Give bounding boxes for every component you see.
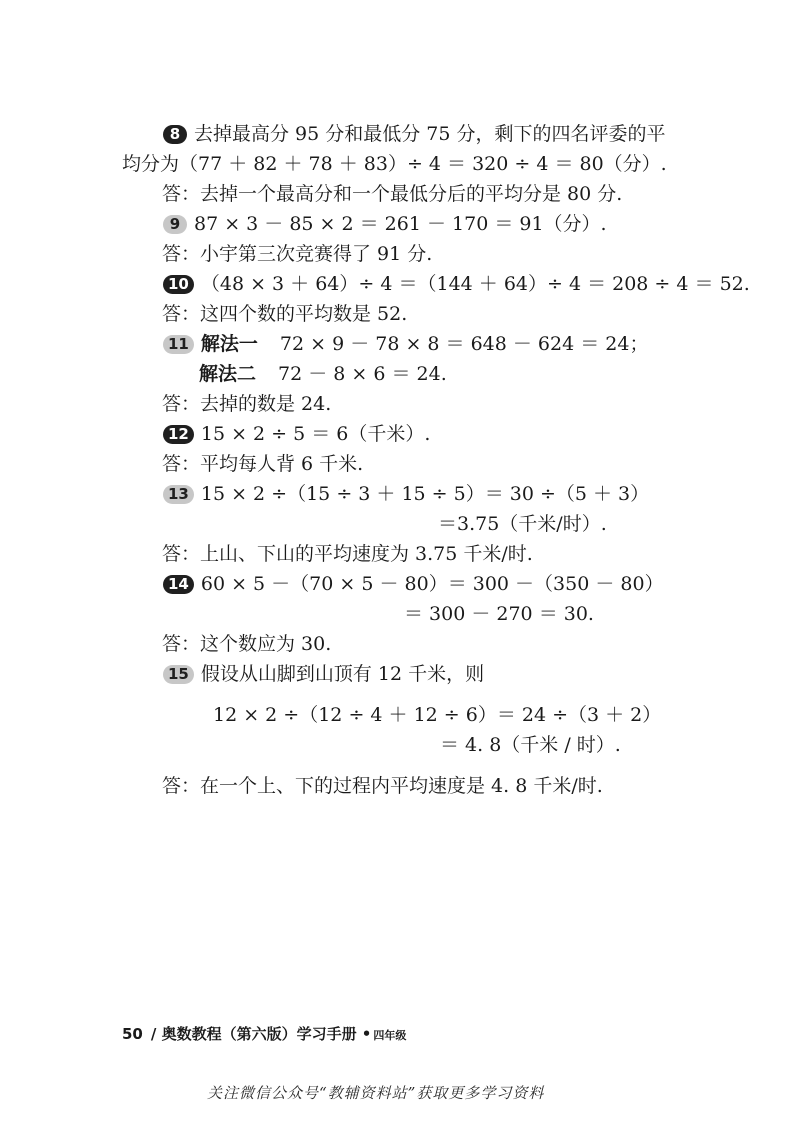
problem-15-line1 xyxy=(163,662,484,686)
problem-11-method1 xyxy=(163,332,648,356)
method-label: 解法一 xyxy=(200,333,258,355)
watermark-note: 关注微信公众号“教辅资料站”获取更多学习资料 xyxy=(207,1084,545,1102)
problem-text: 72 － 8 × 6 ＝ 24. xyxy=(278,363,447,385)
answer-text: 答：这四个数的平均数是 52. xyxy=(162,303,408,325)
problem-12-answer xyxy=(162,452,363,476)
answer-text: 答：去掉的数是 24. xyxy=(162,393,332,415)
book-title: / 奥数教程（第六版）学习手册 • xyxy=(150,1025,372,1043)
problem-text: 15 × 2 ÷（15 ÷ 3 ＋ 15 ÷ 5）＝ 30 ÷（5 ＋ 3） xyxy=(200,483,650,505)
problem-text: 均分为（77 ＋ 82 ＋ 78 ＋ 83）÷ 4 ＝ 320 ÷ 4 ＝ 80（分）. xyxy=(122,153,667,175)
problem-text: 假设从山脚到山顶有 12 千米，则 xyxy=(200,663,485,685)
problem-number-badge: 14 xyxy=(163,575,194,594)
problem-9-line1 xyxy=(163,212,607,236)
problem-8-answer xyxy=(162,182,622,206)
answer-text: 答：小宇第三次竞赛得了 91 分. xyxy=(162,243,433,265)
problem-number-badge: 10 xyxy=(163,275,194,294)
answer-text: 答：去掉一个最高分和一个最低分后的平均分是 80 分. xyxy=(162,183,623,205)
problem-number-badge: 15 xyxy=(163,665,194,684)
method-label: 解法二 xyxy=(199,363,257,385)
problem-15-line2 xyxy=(213,703,661,727)
problem-number-badge: 9 xyxy=(163,215,187,234)
problem-10-answer xyxy=(162,302,407,326)
problem-12-line1 xyxy=(163,422,430,446)
problem-13-line2 xyxy=(438,512,607,536)
problem-11-answer xyxy=(162,392,331,416)
problem-text: 87 × 3 － 85 × 2 ＝ 261 － 170 ＝ 91（分）. xyxy=(194,213,607,235)
problem-text: （48 × 3 ＋ 64）÷ 4 ＝（144 ＋ 64）÷ 4 ＝ 208 ÷ 4 ＝ 52. xyxy=(200,273,750,295)
problem-15-line3 xyxy=(440,733,621,757)
problem-14-line2 xyxy=(404,602,594,626)
problem-text: ＝ 300 － 270 ＝ 30. xyxy=(404,603,594,625)
problem-text: 72 × 9 － 78 × 8 ＝ 648 － 624 ＝ 24； xyxy=(279,333,649,355)
problem-8-line1 xyxy=(163,122,666,146)
problem-14-line1 xyxy=(163,572,664,596)
problem-number-badge: 13 xyxy=(163,485,194,504)
grade-label: 四年级 xyxy=(373,1029,407,1042)
problem-text: ＝ 4. 8（千米 / 时）. xyxy=(440,734,621,756)
problem-13-answer xyxy=(162,542,533,566)
problem-text: 12 × 2 ÷（12 ÷ 4 ＋ 12 ÷ 6）＝ 24 ÷（3 ＋ 2） xyxy=(213,704,662,726)
answer-text: 答：平均每人背 6 千米. xyxy=(162,453,364,475)
answer-text: 答：上山、下山的平均速度为 3.75 千米/时. xyxy=(162,543,533,565)
problem-15-answer xyxy=(162,774,603,798)
problem-number-badge: 8 xyxy=(163,125,187,144)
answer-text: 答：在一个上、下的过程内平均速度是 4. 8 千米/时. xyxy=(162,775,603,797)
problem-text: 去掉最高分 95 分和最低分 75 分，剩下的四名评委的平 xyxy=(194,123,666,145)
problem-text: 60 × 5 －（70 × 5 － 80）＝ 300 －（350 － 80） xyxy=(200,573,664,595)
problem-number-badge: 12 xyxy=(163,425,194,444)
problem-text: ＝3.75（千米/时）. xyxy=(438,513,607,535)
problem-11-method2 xyxy=(199,362,447,386)
problem-14-answer xyxy=(162,632,331,656)
problem-number-badge: 11 xyxy=(163,335,194,354)
problem-13-line1 xyxy=(163,482,649,506)
page-footer xyxy=(122,1023,406,1044)
problem-text: 15 × 2 ÷ 5 ＝ 6（千米）. xyxy=(200,423,431,445)
problem-10-line1 xyxy=(163,272,750,296)
problem-9-answer xyxy=(162,242,432,266)
page-number: 50 xyxy=(122,1025,143,1043)
answer-text: 答：这个数应为 30. xyxy=(162,633,332,655)
problem-8-line2 xyxy=(122,152,667,176)
